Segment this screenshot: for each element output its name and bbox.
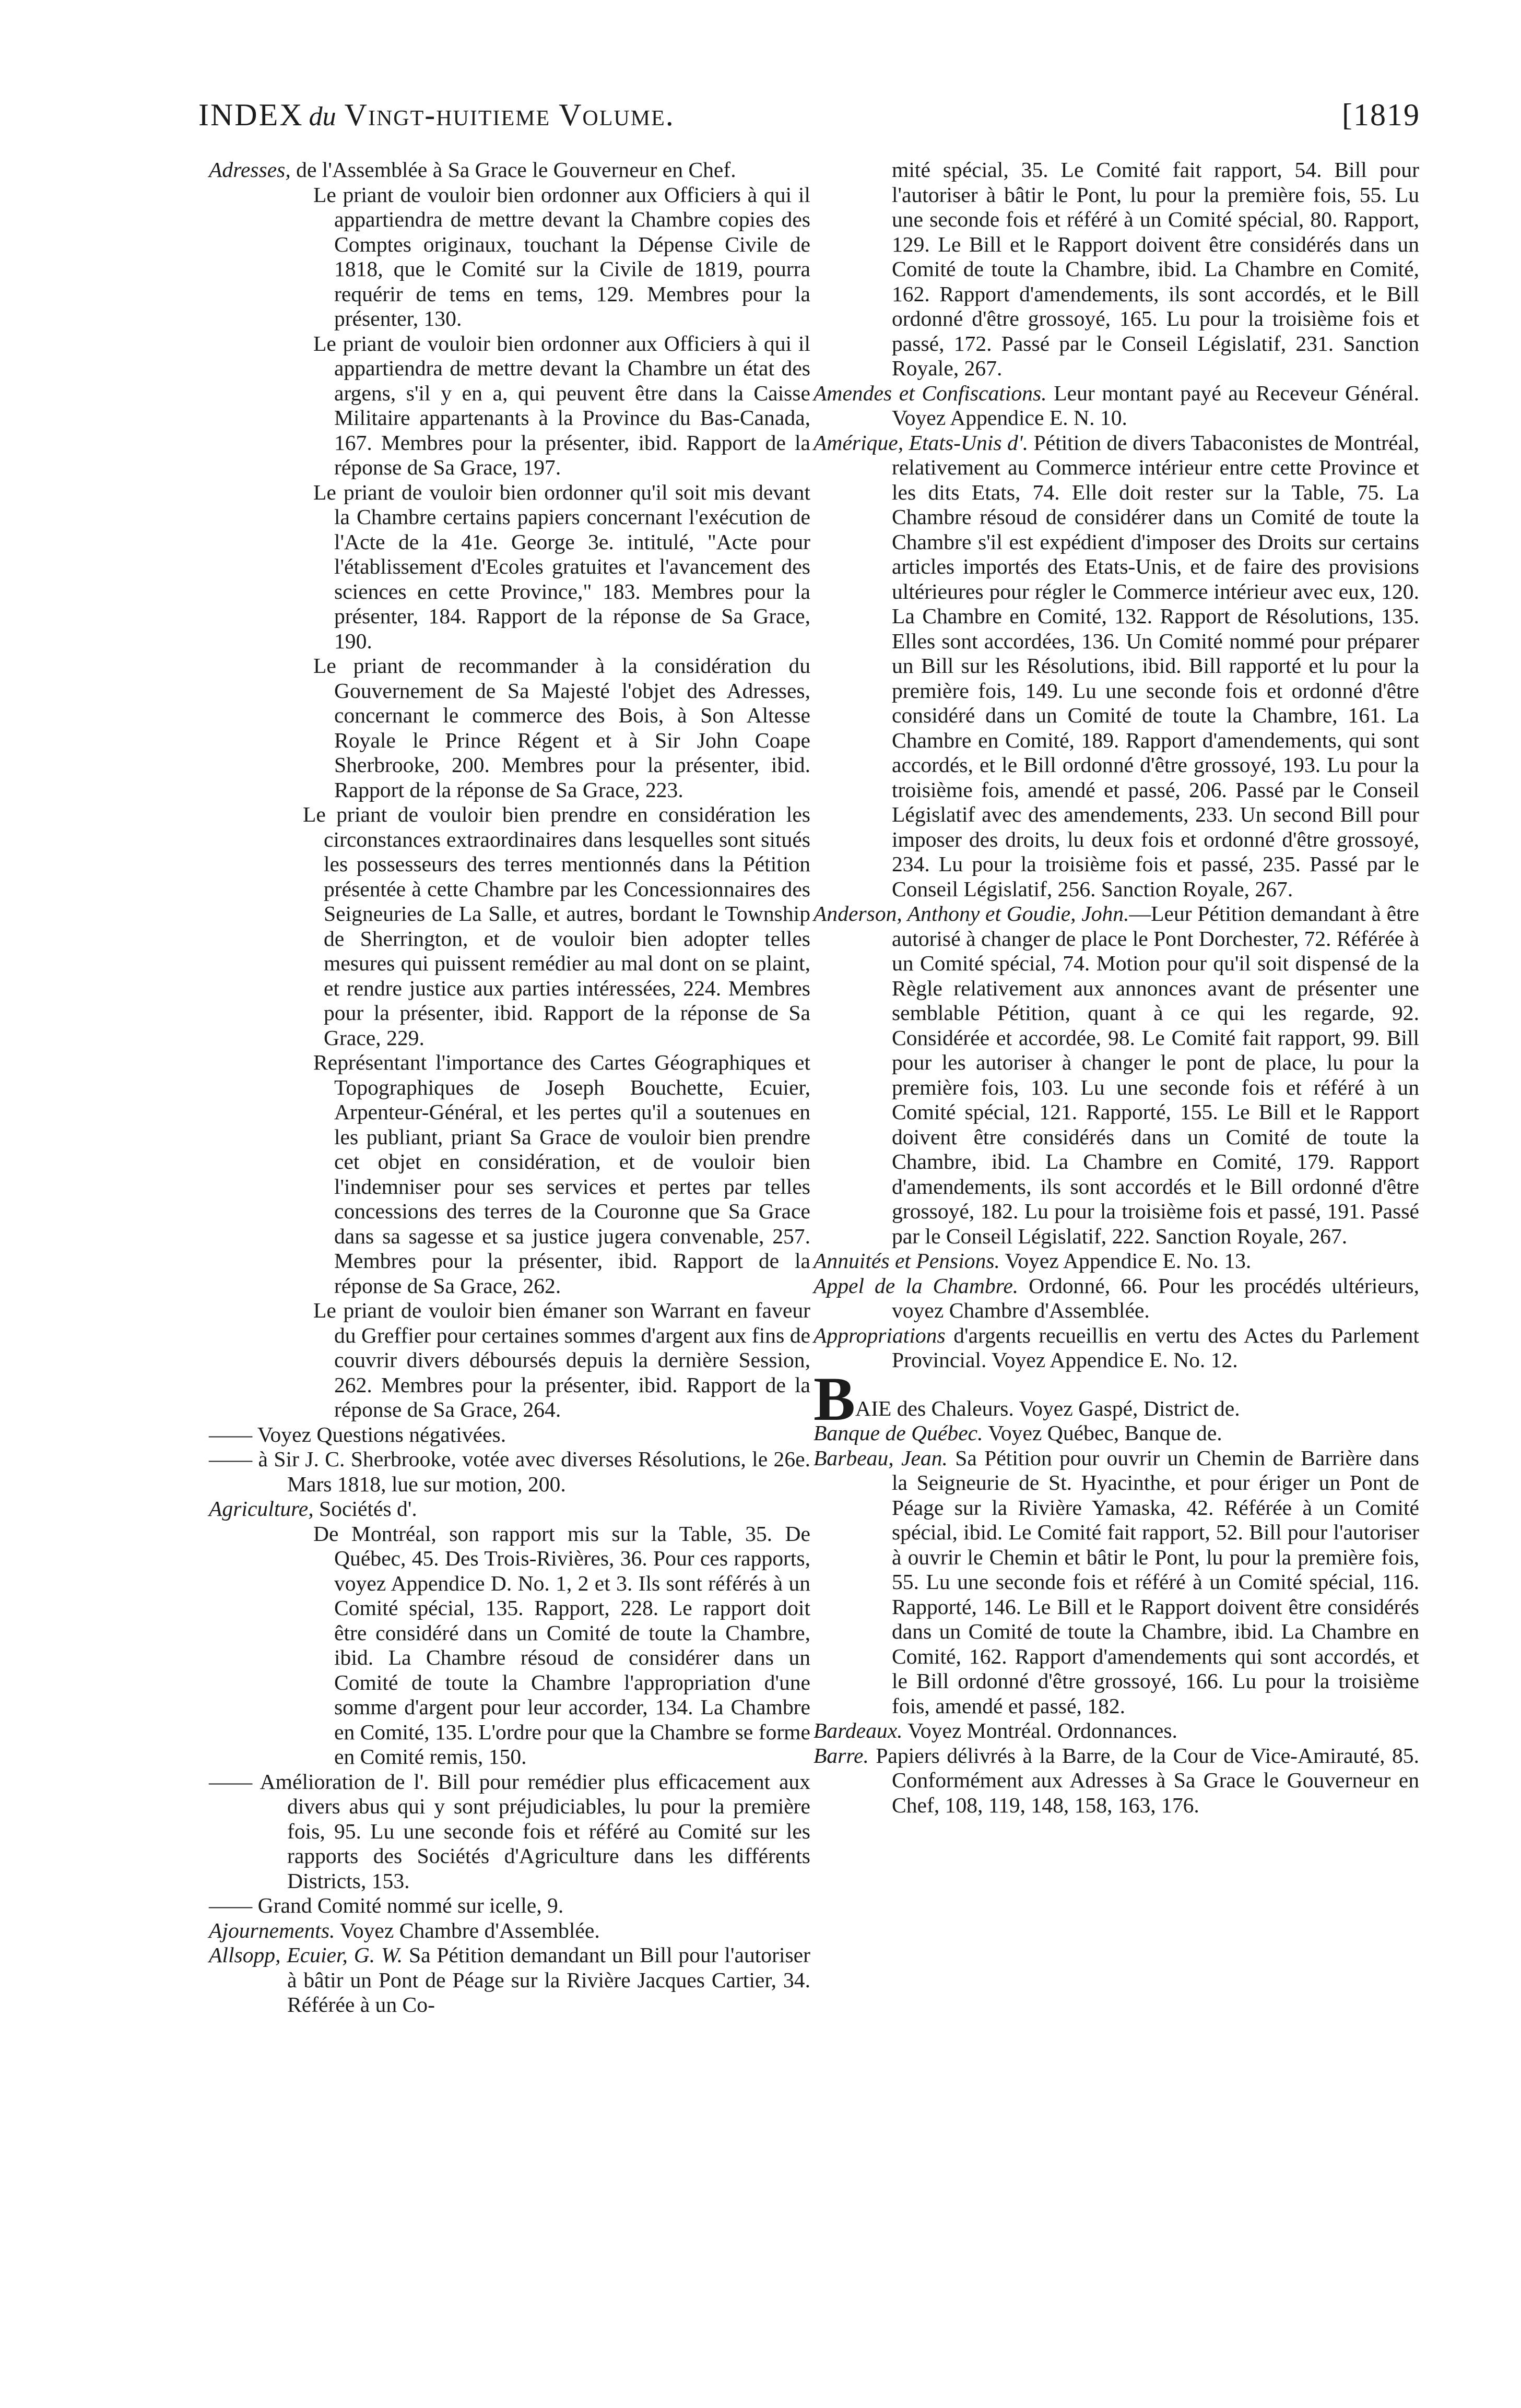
page-header — [198, 97, 1420, 133]
entry-text: —Leur Pétition demandant à être autorisé à changer de place le Pont Dorchester, 72. Référée à un Comité spécial, 74. Motion pour qu'il soit dispensé de la Règle relativement aux annonces avant de présenter une semblable Pétition, quant à ce qui les regarde, 92. Considérée et accordée, 98. Le Comité fait rapport, 99. Bill pour les autoriser à changer le pont de place, lu pour la première fois, 103. Lu une seconde fois et référé à un Comité spécial, 121. Rapporté, 155. Le Bill et le Rapport doivent être considérés dans un Comité de toute la Chambre, ibid. La Chambre en Comité, 179. Rapport d'amendements, ils sont accordés et le Bill ordonné d'être grossoyé, 182. Lu pour la troisième fois et passé, 191. Passé par le Conseil Législatif, 222. Sanction Royale, 267. — [892, 901, 1419, 1248]
entry-text: Sa Pétition demandant un Bill pour l'autoriser à bâtir un Pont de Péage sur la Rivière Jacques Cartier, 34. Référée à un Co- — [287, 1943, 810, 2016]
entry-heading: Appropriations — [813, 1323, 946, 1347]
index-entry-annuites — [813, 1249, 1419, 1274]
index-entry-bardeaux — [813, 1718, 1419, 1743]
entry-text: Voyez Montréal. Ordonnances. — [907, 1718, 1177, 1742]
sub-entry: De Montréal, son rapport mis sur la Table, 35. De Québec, 45. Des Trois-Rivières, 36. Pour ces rapports, voyez Appendice D. No. 1, 2 et 3. Ils sont référés à un Comité spécial, 135. Rapport, 228. Le rapport doit être considéré dans un Comité de toute la Chambre, ibid. La Chambre résoud de considérer dans un Comité de toute la Chambre l'appropriation d'une somme d'argent pour leur accorder, 134. La Chambre en Comité, 135. L'ordre pour que la Chambre se forme en Comité remis, 150. — [313, 1521, 810, 1769]
entry-heading: Ajournements. — [209, 1918, 335, 1942]
dash-entry: —— Grand Comité nommé sur icelle, 9. — [209, 1893, 564, 1917]
entry-heading: Agriculture, — [209, 1497, 314, 1521]
entry-heading: Amendes et Confiscations. — [813, 381, 1047, 405]
index-entry-amerique — [813, 431, 1419, 902]
entry-heading: Annuités et Pensions. — [813, 1249, 1000, 1273]
sub-entry: Le priant de vouloir bien émaner son Warrant en faveur du Greffier pour certaines sommes d'argent aux fins de couvrir divers déboursés depuis la dernière Session, 262. Membres pour la présenter, ibid. Rapport de la réponse de Sa Grace, 264. — [313, 1298, 810, 1421]
sub-entry: Le priant de vouloir bien ordonner aux Officiers à qui il appartiendra de mettre devant la Chambre copies des Comptes originaux, touchant la Dépense Civile de 1818, que le Comité sur la Civile de 1819, pourra requérir de tems en tems, 129. Membres pour la présenter, 130. — [313, 182, 810, 330]
page-number: [1819 — [1342, 98, 1420, 132]
entry-heading: Barre. — [813, 1743, 869, 1768]
entry-text: de l'Assemblée à Sa Grace le Gouverneur en Chef. — [296, 158, 736, 182]
entry-text: Voyez Québec, Banque de. — [988, 1421, 1222, 1445]
index-entry-appropriations — [813, 1323, 1419, 1373]
entry-heading: Amérique, Etats-Unis d'. — [813, 430, 1029, 455]
entry-text: Sociétés d'. — [319, 1497, 417, 1521]
entry-text: Pétition de divers Tabaconistes de Montréal, relativement au Commerce intérieur entre cette Province et les dits Etats, 74. Elle doit rester sur la Table, 75. La Chambre résoud de considérer dans un Comité de toute la Chambre s'il est expédient d'imposer des Droits sur certains articles importés des Etats-Unis, et de faire des provisions ultérieures pour régler le Commerce intérieur avec eux, 120. La Chambre en Comité, 132. Rapport de Résolutions, 135. Elles sont accordées, 136. Un Comité nommé pour préparer un Bill sur les Résolutions, ibid. Bill rapporté et lu pour la première fois, 149. Lu une seconde fois et ordonné d'être considéré dans un Comité de toute la Chambre, 161. La Chambre en Comité, 189. Rapport d'amendements, qui sont accordés, et le Bill ordonné d'être grossoyé, 193. Lu pour la troisième fois, amendé et passé, 206. Passé par le Conseil Législatif avec des amendements, 233. Un second Bill pour imposer des droits, lu deux fois et ordonné d'être grossoyé, 234. Lu pour la troisième fois et passé, 235. Passé par le Conseil Législatif, 256. Sanction Royale, 267. — [892, 430, 1420, 901]
entry-heading: Banque de Québec. — [813, 1421, 983, 1445]
entry-heading: Barbeau, Jean. — [813, 1445, 948, 1470]
sub-entry: Représentant l'importance des Cartes Géographiques et Topographiques de Joseph Bouchette, Ecuier, Arpenteur-Général, et les pertes qu'il a soutenues en les publiant, priant Sa Grace de vouloir bien prendre cet objet en considération, et de vouloir bien l'indemniser pour ses services et pertes par telles concessions des terres de la Couronne que Sa Grace dans sa sagesse et sa justice jugera convenable, 257. Membres pour la présenter, ibid. Rapport de la réponse de Sa Grace, 262. — [313, 1050, 810, 1298]
dash-entry: —— Voyez Questions négativées. — [209, 1422, 506, 1446]
entry-text: Voyez Appendice E. No. 13. — [1005, 1249, 1252, 1273]
entry-text: Sa Pétition pour ouvrir un Chemin de Barrière dans la Seigneurie de St. Hyacinthe, et pour ériger un Pont de Péage sur la Rivière Yamaska, 42. Référée à un Comité spécial, ibid. Le Comité fait rapport, 52. Bill pour l'autoriser à ouvrir le Chemin et bâtir le Pont, lu pour la première fois, 55. Lu une seconde fois et référé à un Comité spécial, 116. Rapporté, 146. Le Bill et le Rapport doivent être considérés dans un Comité de toute la Chambre, ibid. La Chambre en Comité, 162. Rapport d'amendements qui sont accordés, et le Bill ordonné d'être grossoyé, 166. Lu pour la troisième fois, amendé et passé, 182. — [892, 1445, 1419, 1718]
drop-cap-letter: B — [813, 1363, 856, 1433]
entry-text: d'argents recueillis en vertu des Actes du Parlement Provincial. Voyez Appendice E. No. 12. — [892, 1323, 1419, 1372]
index-entry-agriculture — [209, 1497, 810, 1522]
index-entry-appel — [813, 1274, 1419, 1323]
entry-text: Papiers délivrés à la Barre, de la Cour de Vice-Amirauté, 85. Conformément aux Adresses à Sa Grace le Gouverneur en Chef, 108, 119, 148, 158, 163, 176. — [876, 1743, 1419, 1817]
index-entry-ajournements — [209, 1918, 810, 1943]
index-entry-barbeau — [813, 1446, 1419, 1719]
entry-text: Ordonné, 66. Pour les procédés ultérieurs, voyez Chambre d'Assemblée. — [892, 1273, 1419, 1322]
index-entry-banque — [813, 1421, 1419, 1446]
entry-heading: Bardeaux. — [813, 1718, 903, 1742]
entry-heading: Appel de la Chambre. — [813, 1273, 1019, 1298]
right-column — [813, 158, 1419, 1818]
header-title-volume: Vingt-huitieme Volume. — [344, 98, 675, 132]
entry-text: Voyez Chambre d'Assemblée. — [340, 1918, 600, 1942]
dash-entry: —— à Sir J. C. Sherbrooke, votée avec diverses Résolutions, le 26e. Mars 1818, lue sur motion, 200. — [209, 1447, 810, 1496]
continued-entry: mité spécial, 35. Le Comité fait rapport, 54. Bill pour l'autoriser à bâtir le Pont, lu pour la première fois, 55. Lu une seconde fois et référé à un Comité spécial, 80. Rapport, 129. Le Bill et le Rapport doivent être considérés dans un Comité de toute la Chambre, ibid. La Chambre en Comité, 162. Rapport d'amendements, ils sont accordés, et le Bill ordonné d'être grossoyé, 165. Lu pour la troisième fois et passé, 172. Passé par le Conseil Législatif, 231. Sanction Royale, 267. — [892, 158, 1419, 380]
index-entry-barre — [813, 1743, 1419, 1818]
entry-heading: Anderson, Anthony et Goudie, John. — [813, 901, 1129, 926]
index-entry-amendes — [813, 381, 1419, 431]
sub-entry: Le priant de vouloir bien ordonner qu'il soit mis devant la Chambre certains papiers concernant l'exécution de l'Acte de la 41e. George 3e. intitulé, "Acte pour l'établissement d'Ecoles gratuites et l'avancement des sciences en cette Province," 183. Membres pour la présenter, 184. Rapport de la réponse de Sa Grace, 190. — [313, 480, 810, 653]
header-title-index: INDEX — [198, 98, 304, 132]
index-entry-anderson — [813, 901, 1419, 1249]
sub-entry: Le priant de vouloir bien ordonner aux Officiers à qui il appartiendra de mettre devant la Chambre un état des argens, s'il y en a, qui peuvent être dans la Caisse Militaire appartenants à la Province du Bas-Canada, 167. Membres pour la présenter, ibid. Rapport de la réponse de Sa Grace, 197. — [313, 331, 810, 479]
entry-text: Leur montant payé au Receveur Général. Voyez Appendice E. N. 10. — [892, 381, 1419, 430]
index-entry-allsopp — [209, 1943, 810, 2018]
entry-heading: Allsopp, Ecuier, G. W. — [209, 1943, 403, 1967]
sub-entry: Le priant de recommander à la considération du Gouvernement de Sa Majesté l'objet des Adresses, concernant le commerce des Bois, à Son Altesse Royale le Prince Régent et à Sir John Coape Sherbrooke, 200. Membres pour la présenter, ibid. Rapport de la réponse de Sa Grace, 223. — [313, 654, 810, 802]
entry-text: AIE des Chaleurs. Voyez Gaspé, District de. — [855, 1396, 1240, 1420]
index-entry-adresses — [209, 158, 810, 183]
entry-heading: Adresses, — [209, 158, 291, 182]
header-title-du: du — [309, 102, 336, 132]
left-column — [209, 158, 810, 2018]
dash-entry: —— Amélioration de l'. Bill pour remédier plus efficacement aux divers abus qui y sont préjudiciables, lu pour la première fois, 95. Lu une seconde fois et référé au Comité sur les rapports des Sociétés d'Agriculture dans les différents Districts, 153. — [209, 1769, 810, 1893]
sub-entry: Le priant de vouloir bien prendre en considération les circonstances extraordinaires dans lesquelles sont situés les possesseurs des terres mentionnés dans la Pétition présentée à cette Chambre par les Concessionnaires des Seigneuries de La Salle, et autres, bordant le Township de Sherrington, et de vouloir bien adopter telles mesures qui puissent remédier au mal dont on se plaint, et rendre justice aux parties intéressées, 224. Membres pour la présenter, ibid. Rapport de la réponse de Sa Grace, 229. — [303, 802, 810, 1050]
